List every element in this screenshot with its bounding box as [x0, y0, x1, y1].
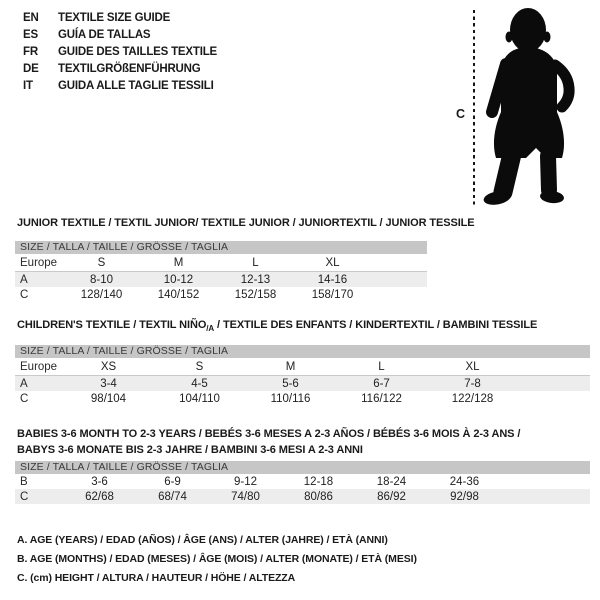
- size-cell: M: [245, 358, 336, 376]
- height-measure-label: C: [456, 107, 466, 121]
- age-cell: 6-7: [336, 376, 427, 392]
- spacer-cell: [371, 254, 427, 272]
- size-header-bar: SIZE / TALLA / TAILLE / GRÖSSE / TAGLIA: [15, 461, 590, 474]
- age-cell: 12-18: [303, 475, 334, 488]
- height-cell: 152/158: [234, 288, 277, 301]
- lang-title-de: TEXTILGRÖßENFÜHRUNG: [58, 63, 201, 75]
- age-cell: 24-36: [449, 475, 480, 488]
- spacer-cell: [501, 489, 590, 504]
- list-item: [23, 27, 217, 44]
- age-cell: 4-5: [154, 376, 245, 392]
- age-cell: 10-12: [140, 272, 217, 288]
- size-cell: XL: [294, 254, 371, 272]
- list-item: [23, 44, 217, 61]
- height-cell: 116/122: [361, 392, 402, 405]
- spacer-cell: [518, 376, 590, 392]
- height-cell: 104/110: [179, 392, 220, 405]
- babies-title-line2: BABYS 3-6 MONATE BIS 2-3 JAHRE / BAMBINI 3-6 MESI A 2-3 ANNI: [17, 444, 363, 456]
- table-row: [15, 358, 590, 376]
- lang-code-de: DE: [23, 63, 39, 75]
- language-list: [23, 10, 217, 95]
- height-cell: 158/170: [311, 288, 354, 301]
- note-age-months: B. AGE (MONTHS) / EDAD (MESES) / ÂGE (MOIS) / ALTER (MONATE) / ETÀ (MESI): [17, 553, 417, 565]
- junior-section-title: JUNIOR TEXTILE / TEXTIL JUNIOR/ TEXTILE JUNIOR / JUNIORTEXTIL / JUNIOR TESSILE: [17, 217, 475, 229]
- lang-code-es: ES: [23, 29, 38, 41]
- age-cell: 14-16: [294, 272, 371, 288]
- children-table: [15, 358, 590, 406]
- babies-table: [15, 474, 590, 504]
- babies-title-line1: BABIES 3-6 MONTH TO 2-3 YEARS / BEBÉS 3-6 MESES A 2-3 AÑOS / BÉBÉS 3-6 MOIS À 2-3 ANS /: [17, 428, 521, 440]
- height-cell: 80/86: [282, 489, 355, 504]
- children-section-title: [17, 319, 537, 333]
- junior-table: [15, 254, 427, 302]
- lang-code-it: IT: [23, 80, 33, 92]
- lang-title-en: TEXTILE SIZE GUIDE: [58, 12, 171, 24]
- list-item: [23, 78, 217, 95]
- height-measure-dotted-line: [473, 10, 475, 208]
- age-cell: 7-8: [427, 376, 518, 392]
- spacer-cell: [371, 272, 427, 288]
- row-label: C: [15, 489, 63, 504]
- size-cell: L: [336, 358, 427, 376]
- height-cell: 74/80: [209, 489, 282, 504]
- height-cell: 62/68: [63, 489, 136, 504]
- age-cell: 12-13: [217, 272, 294, 288]
- age-cell: 3-6: [91, 475, 108, 488]
- babies-table-wrap: [15, 461, 590, 504]
- junior-table-wrap: [15, 241, 427, 302]
- children-title-post: / TEXTILE DES ENFANTS / KINDERTEXTIL / BAMBINI TESSILE: [214, 319, 538, 331]
- size-cell: XS: [63, 358, 154, 376]
- height-cell: 122/128: [451, 392, 494, 405]
- row-label: A: [15, 376, 63, 392]
- lang-title-fr: GUIDE DES TAILLES TEXTILE: [58, 46, 217, 58]
- spacer-cell: [518, 358, 590, 376]
- table-row: [15, 272, 427, 288]
- note-age-years: A. AGE (YEARS) / EDAD (AÑOS) / ÂGE (ANS) / ALTER (JAHRE) / ETÀ (ANNI): [17, 534, 388, 546]
- lang-title-it: GUIDA ALLE TAGLIE TESSILI: [58, 80, 214, 92]
- age-cell: 3-4: [63, 376, 154, 392]
- list-item: [23, 61, 217, 78]
- table-row: [15, 391, 590, 406]
- spacer-cell: [501, 474, 590, 489]
- height-cell: 92/98: [428, 489, 501, 504]
- size-header-bar: SIZE / TALLA / TAILLE / GRÖSSE / TAGLIA: [15, 345, 590, 358]
- table-row: [15, 474, 590, 489]
- table-row: [15, 489, 590, 504]
- age-cell: 8-10: [63, 272, 140, 288]
- size-cell: S: [154, 358, 245, 376]
- children-title-sub: /A: [206, 324, 215, 334]
- size-cell: L: [217, 254, 294, 272]
- height-cell: 128/140: [80, 288, 123, 301]
- lang-code-fr: FR: [23, 46, 38, 58]
- height-cell: 110/116: [270, 392, 311, 405]
- table-row: [15, 287, 427, 302]
- row-label: Europe: [15, 358, 63, 376]
- children-table-wrap: [15, 345, 590, 406]
- list-item: [23, 10, 217, 27]
- row-label: C: [20, 288, 29, 301]
- spacer-cell: [371, 287, 427, 302]
- size-cell: S: [63, 254, 140, 272]
- size-header-bar: SIZE / TALLA / TAILLE / GRÖSSE / TAGLIA: [15, 241, 427, 254]
- children-title-pre: CHILDREN'S TEXTILE / TEXTIL NIÑO: [17, 319, 207, 331]
- babies-section-title: [17, 426, 520, 458]
- lang-code-en: EN: [23, 12, 39, 24]
- lang-title-es: GUÍA DE TALLAS: [58, 29, 151, 41]
- size-cell: XL: [427, 358, 518, 376]
- note-height: C. (cm) HEIGHT / ALTURA / HAUTEUR / HÖHE / ALTEZZA: [17, 572, 296, 584]
- age-cell: 18-24: [376, 475, 407, 488]
- age-cell: 5-6: [245, 376, 336, 392]
- table-row: [15, 254, 427, 272]
- height-cell: 98/104: [90, 392, 127, 405]
- size-cell: M: [140, 254, 217, 272]
- height-cell: 140/152: [157, 288, 200, 301]
- table-row: [15, 376, 590, 392]
- row-label: C: [20, 392, 29, 405]
- row-label: B: [20, 475, 28, 488]
- row-label: A: [15, 272, 63, 288]
- age-cell: 9-12: [233, 475, 258, 488]
- age-cell: 6-9: [164, 475, 181, 488]
- height-cell: 68/74: [136, 489, 209, 504]
- height-cell: 86/92: [355, 489, 428, 504]
- row-label: Europe: [15, 254, 63, 272]
- spacer-cell: [518, 391, 590, 406]
- legend-notes: [17, 531, 417, 588]
